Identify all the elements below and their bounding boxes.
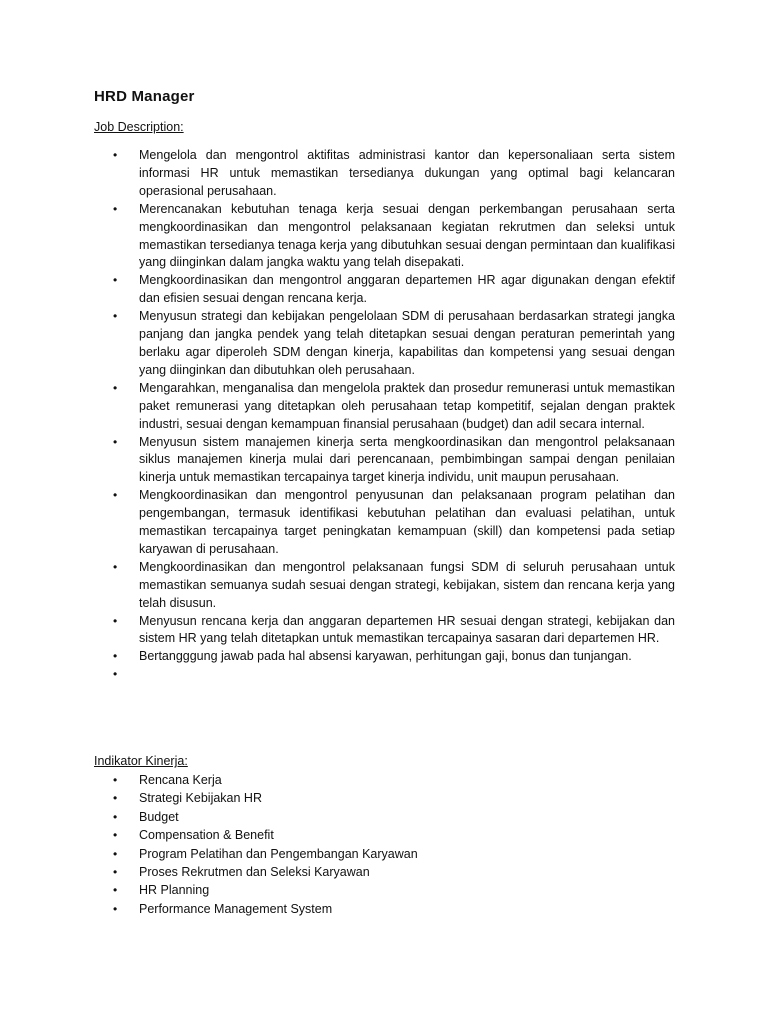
list-item — [110, 648, 675, 666]
bullet-icon: • — [113, 273, 118, 288]
bullet-icon: • — [113, 667, 118, 682]
page-title: HRD Manager — [94, 88, 195, 105]
performance-indicators-list — [110, 771, 675, 918]
bullet-icon: • — [113, 201, 118, 216]
list-item — [110, 826, 675, 844]
job-description-heading: Job Description: — [94, 120, 184, 134]
list-item-text: Menyusun sistem manajemen kinerja serta mengkoordinasikan dan mengontrol pelaksanaan siklus manajemen kinerja mulai dari perencanaan, pembimbingan sampai dengan penilaian kinerja untuk memastikan tercapainya target kinerja individu, unit maupun perusahaan. — [139, 434, 675, 485]
job-description-list — [110, 147, 675, 684]
list-item-text: Compensation & Benefit — [139, 828, 274, 843]
list-item-text: Mengelola dan mengontrol aktifitas administrasi kantor dan kepersonaliaan serta sistem informasi HR untuk memastikan tersedianya dukungan yang optimal bagi kelancaran operasional perusahaan. — [139, 148, 675, 198]
list-item-text: Mengarahkan, menganalisa dan mengelola praktek dan prosedur remunerasi untuk memastikan paket remunerasi yang ditetapkan oleh perusahaan tetap kompetitif, sejalan dengan praktek industri, sesuai dengan kemampuan finansial perusahaan (budget) dan adil secara internal. — [139, 380, 675, 431]
list-item — [110, 771, 675, 789]
list-item — [110, 808, 675, 826]
list-item-text: Mengkoordinasikan dan mengontrol penyusunan dan pelaksanaan program pelatihan dan pengembangan, termasuk identifikasi kebutuhan pelatihan dan evaluasi pelatihan, untuk memastikan tercapainya target peningkatan kemampuan (skill) dan kompetensi pada setiap karyawan di perusahaan. — [139, 488, 675, 556]
list-item — [110, 863, 675, 881]
list-item-text: Bertangggung jawab pada hal absensi karyawan, perhitungan gaji, bonus dan tunjangan. — [139, 649, 632, 664]
bullet-icon: • — [113, 791, 118, 806]
list-item-empty — [110, 666, 675, 684]
bullet-icon: • — [113, 809, 118, 824]
list-item-text: Performance Management System — [139, 901, 333, 916]
list-item-text: Rencana Kerja — [139, 773, 222, 787]
list-item — [110, 613, 675, 649]
bullet-icon: • — [113, 773, 118, 787]
bullet-icon: • — [113, 865, 118, 880]
list-item-text: Merencanakan kebutuhan tenaga kerja sesuai dengan perkembangan perusahaan serta mengkoordinasikan dan mengontrol pelaksanaan kegiatan rekrutmen dan seleksi untuk memastikan tersedianya tenaga kerja yang dibutuhkan sesuai dengan permintaan dan kualifikasi yang diinginkan dalam jangka waktu yang telah disepakati. — [139, 201, 675, 270]
list-item-text: Menyusun rencana kerja dan anggaran departemen HR sesuai dengan strategi, kebijakan dan sistem HR yang telah ditetapkan untuk memastikan tercapainya sasaran dari departemen HR. — [139, 613, 675, 646]
list-item — [110, 559, 675, 613]
bullet-icon: • — [113, 309, 118, 324]
list-item-text: Program Pelatihan dan Pengembangan Karyawan — [139, 846, 418, 861]
bullet-icon: • — [113, 828, 118, 843]
list-item — [110, 147, 675, 201]
performance-indicators-heading: Indikator Kinerja: — [94, 754, 188, 768]
list-item — [110, 308, 675, 380]
list-item — [110, 845, 675, 863]
bullet-icon: • — [113, 883, 118, 898]
list-item — [110, 272, 675, 308]
bullet-icon: • — [113, 901, 118, 916]
bullet-icon: • — [113, 613, 118, 628]
bullet-icon: • — [113, 380, 118, 395]
list-item — [110, 900, 675, 918]
list-item — [110, 881, 675, 899]
bullet-icon: • — [113, 488, 118, 503]
list-item-text: Strategi Kebijakan HR — [139, 791, 262, 806]
bullet-icon: • — [113, 559, 118, 574]
list-item — [110, 201, 675, 273]
list-item — [110, 380, 675, 434]
list-item-text: Budget — [139, 809, 179, 824]
bullet-icon: • — [113, 846, 118, 861]
bullet-icon: • — [113, 434, 118, 449]
list-item — [110, 434, 675, 488]
bullet-icon: • — [113, 649, 118, 664]
list-item — [110, 487, 675, 559]
list-item-text: Mengkoordinasikan dan mengontrol anggaran departemen HR agar digunakan dengan efektif dan efisien sesuai dengan rencana kerja. — [139, 273, 675, 306]
list-item-text: HR Planning — [139, 883, 210, 898]
bullet-icon: • — [113, 148, 118, 162]
list-item — [110, 789, 675, 807]
list-item-text: Mengkoordinasikan dan mengontrol pelaksanaan fungsi SDM di seluruh perusahaan untuk memastikan semuanya sudah sesuai dengan strategi, kebijakan, sistem dan rencana kerja yang telah disusun. — [139, 559, 675, 610]
list-item-text: Proses Rekrutmen dan Seleksi Karyawan — [139, 865, 370, 880]
list-item-text: Menyusun strategi dan kebijakan pengelolaan SDM di perusahaan berdasarkan strategi jangka panjang dan jangka pendek yang telah ditetapkan sesuai dengan peraturan pemerintah yang berlaku agar diperoleh SDM dengan kinerja, kapabilitas dan kompetensi yang sesuai dengan yang diinginkan dan dibutuhkan oleh perusahaan. — [139, 309, 675, 377]
